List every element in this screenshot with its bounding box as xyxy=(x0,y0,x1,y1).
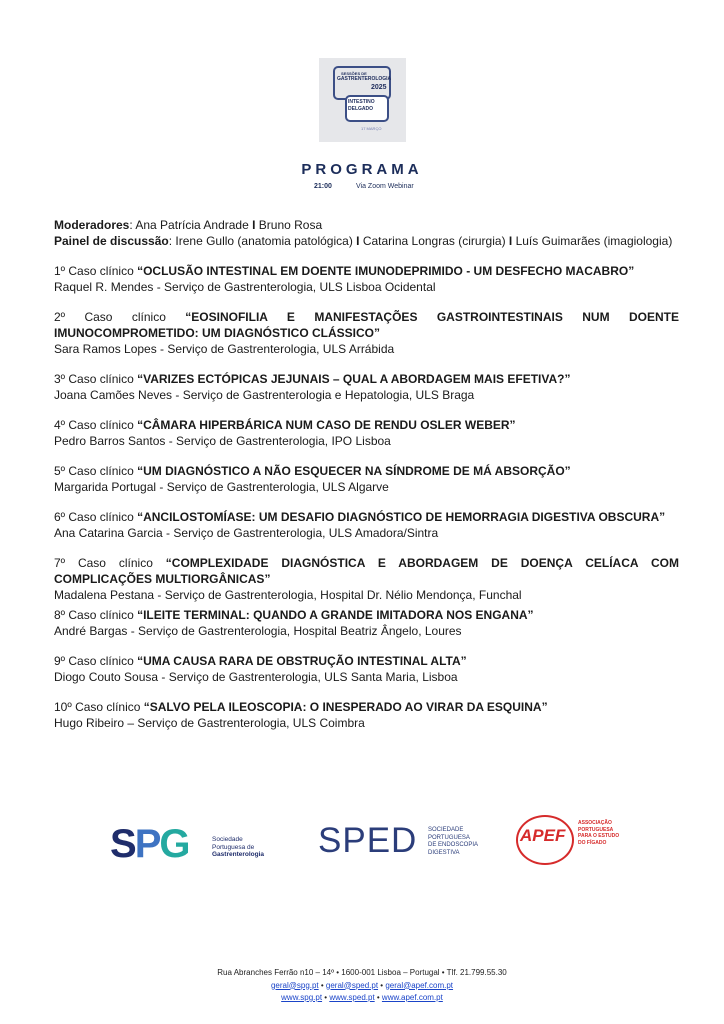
case-heading xyxy=(54,417,679,433)
case-title: “COMPLEXIDADE DIAGNÓSTICA E ABORDAGEM DE DOENÇA CELÍACA COM COMPLICAÇÕES MULTIORGÂNICAS” xyxy=(54,556,679,586)
sped-name-line: PORTUGUESA xyxy=(428,834,470,841)
email-link[interactable]: geral@sped.pt xyxy=(325,980,379,990)
event-logo xyxy=(319,58,406,142)
case-heading xyxy=(54,309,679,341)
case-item xyxy=(54,509,679,541)
sped-name-line: DE ENDOSCOPIA xyxy=(428,842,479,848)
program-content xyxy=(54,217,679,731)
spg-name-line: Sociedade xyxy=(212,836,243,843)
apef-name-line: DO FÍGADO xyxy=(578,839,607,846)
case-item xyxy=(54,371,679,403)
logo-line: INTESTINO xyxy=(348,99,375,105)
bullet: • xyxy=(318,980,326,990)
case-number: 5º Caso clínico xyxy=(54,464,138,478)
event-venue: Via Zoom Webinar xyxy=(356,183,414,190)
case-presenter: Ana Catarina Garcia - Serviço de Gastrenterologia, ULS Amadora/Sintra xyxy=(54,526,439,540)
sponsor-logos xyxy=(0,810,724,870)
case-presenter: Sara Ramos Lopes - Serviço de Gastrenterologia, ULS Arrábida xyxy=(54,342,395,356)
case-number: 7º Caso clínico xyxy=(54,556,166,570)
case-number: 6º Caso clínico xyxy=(54,510,138,524)
logo-date: 17 MARÇO xyxy=(361,126,382,131)
case-item xyxy=(54,417,679,449)
website-link[interactable]: www.sped.pt xyxy=(329,993,375,1002)
event-time: 21:00 xyxy=(314,183,332,190)
logo-line: DELGADO xyxy=(348,106,373,112)
apef-name xyxy=(578,820,619,846)
case-title: “ANCILOSTOMÍASE: UM DESAFIO DIAGNÓSTICO DE HEMORRAGIA DIGESTIVA OBSCURA” xyxy=(137,510,666,524)
website-link[interactable]: www.spg.pt xyxy=(281,993,323,1002)
case-presenter: Pedro Barros Santos - Serviço de Gastrenterologia, IPO Lisboa xyxy=(54,434,391,448)
spg-logo-letter: G xyxy=(159,822,189,866)
case-title: “VARIZES ECTÓPICAS JEJUNAIS – QUAL A ABORDAGEM MAIS EFETIVA?” xyxy=(137,372,571,386)
case-title: “OCLUSÃO INTESTINAL EM DOENTE IMUNODEPRIMIDO - UM DESFECHO MACABRO” xyxy=(137,264,635,278)
moderator-name: Bruno Rosa xyxy=(255,218,323,232)
moderator-name: : Ana Patrícia Andrade xyxy=(129,218,253,232)
footer xyxy=(0,967,724,1005)
case-heading xyxy=(54,607,679,623)
logo-line: GASTRENTEROLOGIA xyxy=(337,76,392,82)
sped-name-line: SOCIEDADE xyxy=(428,827,464,833)
case-presenter: Diogo Couto Sousa - Serviço de Gastrenterologia, ULS Santa Maria, Lisboa xyxy=(54,670,458,684)
moderators-label: Moderadores xyxy=(54,218,130,232)
case-title: “CÂMARA HIPERBÁRICA NUM CASO DE RENDU OSLER WEBER” xyxy=(137,418,516,432)
case-presenter: Joana Camões Neves - Serviço de Gastrenterologia e Hepatologia, ULS Braga xyxy=(54,388,475,402)
apef-name-line: PORTUGUESA xyxy=(578,826,614,833)
case-number: 4º Caso clínico xyxy=(54,418,138,432)
case-presenter: Raquel R. Mendes - Serviço de Gastrenterologia, ULS Lisboa Ocidental xyxy=(54,280,436,294)
page-title: PROGRAMA xyxy=(301,161,423,178)
case-item xyxy=(54,263,679,295)
case-presenter: Margarida Portugal - Serviço de Gastrenterologia, ULS Algarve xyxy=(54,480,389,494)
spg-name-line: Gastrenterologia xyxy=(212,851,265,858)
bullet: • xyxy=(378,980,386,990)
separator: I xyxy=(252,218,256,232)
case-heading xyxy=(54,371,679,387)
case-title: “UMA CAUSA RARA DE OBSTRUÇÃO INTESTINAL ALTA” xyxy=(137,654,467,668)
case-heading xyxy=(54,555,679,587)
bullet: • xyxy=(322,993,330,1002)
spg-logo-letter: S xyxy=(110,822,135,866)
email-link[interactable]: geral@apef.com.pt xyxy=(385,980,454,990)
case-presenter: André Bargas - Serviço de Gastrenterologia, Hospital Beatriz Ângelo, Loures xyxy=(54,624,462,638)
apef-name-line: ASSOCIAÇÃO xyxy=(578,820,612,826)
sped-logo: SPED xyxy=(318,821,418,860)
case-title: “UM DIAGNÓSTICO A NÃO ESQUECER NA SÍNDROME DE MÁ ABSORÇÃO” xyxy=(137,464,571,478)
panel-member: : Irene Gullo (anatomia patológica) xyxy=(168,234,357,248)
website-link[interactable]: www.apef.com.pt xyxy=(381,993,443,1002)
case-number: 2º Caso clínico xyxy=(54,310,186,324)
case-item xyxy=(54,463,679,495)
case-item xyxy=(54,653,679,685)
logo-line: SESSÕES DE xyxy=(341,71,367,76)
sped-name-line: DIGESTIVA xyxy=(428,849,460,856)
case-title: “ILEITE TERMINAL: QUANDO A GRANDE IMITADORA NOS ENGANA” xyxy=(137,608,534,622)
email-link[interactable]: geral@spg.pt xyxy=(270,980,319,990)
sped-name xyxy=(428,827,478,857)
case-heading xyxy=(54,653,679,669)
separator: I xyxy=(508,234,513,248)
case-item xyxy=(54,309,679,357)
apef-logo: APEF xyxy=(520,826,566,845)
case-heading xyxy=(54,463,679,479)
footer-sites xyxy=(0,992,724,1005)
case-item xyxy=(54,699,679,731)
case-heading xyxy=(54,509,679,525)
apef-name-line: PARA O ESTUDO xyxy=(578,833,620,839)
spg-logo-letter: P xyxy=(134,822,160,866)
case-number: 9º Caso clínico xyxy=(54,654,138,668)
case-number: 8º Caso clínico xyxy=(54,608,138,622)
case-title: “EOSINOFILIA E MANIFESTAÇÕES GASTROINTESTINAIS NUM DOENTE IMUNOCOMPROMETIDO: UM DIAGNÓSTICO CLÁSSICO” xyxy=(54,310,679,340)
case-item xyxy=(54,555,679,603)
footer-emails xyxy=(0,980,724,993)
case-item xyxy=(54,607,679,639)
panel-member: Luís Guimarães (imagiologia) xyxy=(512,234,673,248)
separator: I xyxy=(356,234,360,248)
case-heading xyxy=(54,263,679,279)
panel-line xyxy=(54,233,679,249)
case-number: 10º Caso clínico xyxy=(54,700,144,714)
case-number: 1º Caso clínico xyxy=(54,264,138,278)
logo-year: 2025 xyxy=(371,84,387,91)
case-presenter: Madalena Pestana - Serviço de Gastrenterologia, Hospital Dr. Nélio Mendonça, Funchal xyxy=(54,588,522,602)
footer-address: Rua Abranches Ferrão n10 – 14º • 1600-001 Lisboa – Portugal • Tlf. 21.799.55.30 xyxy=(217,968,507,977)
spg-logo xyxy=(110,824,189,864)
panel-label: Painel de discussão xyxy=(54,234,169,248)
spg-name xyxy=(212,836,264,859)
case-presenter: Hugo Ribeiro – Serviço de Gastrenterologia, ULS Coimbra xyxy=(54,716,365,730)
case-number: 3º Caso clínico xyxy=(54,372,138,386)
moderators-line xyxy=(54,217,679,233)
bullet: • xyxy=(374,993,382,1002)
case-heading xyxy=(54,699,679,715)
panel-member: Catarina Longras (cirurgia) xyxy=(359,234,509,248)
spg-name-line: Portuguesa de xyxy=(212,843,255,851)
case-title: “SALVO PELA ILEOSCOPIA: O INESPERADO AO VIRAR DA ESQUINA” xyxy=(143,700,548,714)
